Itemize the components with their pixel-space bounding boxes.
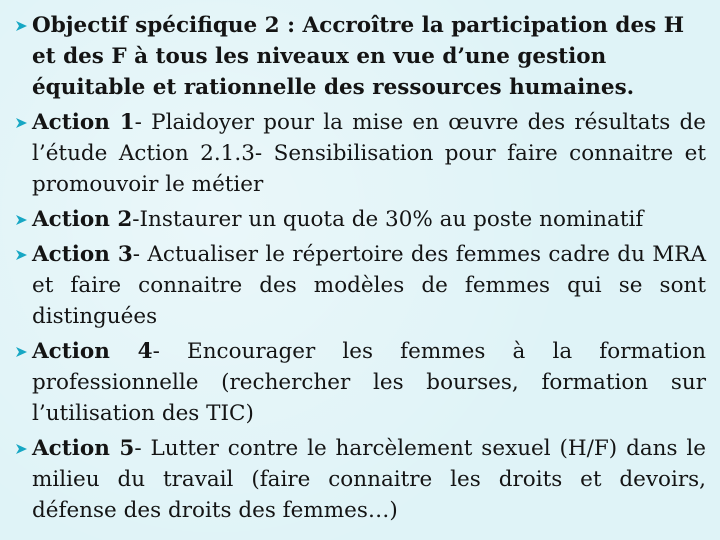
action-heading: Action 3 — [32, 242, 133, 267]
action-text: -Instaurer un quota de 30% au poste nominatif — [132, 207, 644, 232]
action-heading: Action 5 — [32, 436, 135, 461]
action-item-5 — [16, 433, 706, 526]
bullet-icon — [16, 443, 29, 455]
bullet-icon — [16, 346, 29, 358]
bullet-icon — [16, 20, 29, 32]
action-heading: Action 1 — [32, 110, 135, 135]
action-heading: Action 4 — [32, 339, 153, 364]
objective-text: Objectif spécifique 2 : Accroître la participation des H et des F à tous les niveaux en vue d’une gestion équitable et rationnelle des ressources humaines. — [32, 13, 685, 100]
bullet-icon — [16, 249, 29, 261]
objective-item — [16, 10, 706, 103]
bullet-icon — [16, 214, 29, 226]
action-heading: Action 2 — [32, 207, 133, 232]
action-text: - Actualiser le répertoire des femmes cadre du MRA et faire connaitre des modèles de femmes qui se sont distinguées — [32, 242, 706, 329]
action-item-3 — [16, 239, 706, 332]
bullet-icon — [16, 117, 29, 129]
action-item-1 — [16, 107, 706, 200]
action-item-2 — [16, 204, 706, 235]
action-text: - Plaidoyer pour la mise en œuvre des résultats de l’étude Action 2.1.3- Sensibilisation pour faire connaitre et promouvoir le métier — [32, 110, 706, 197]
action-item-4 — [16, 336, 706, 429]
action-text: - Encourager les femmes à la formation professionnelle (rechercher les bourses, formation sur l’utilisation des TIC) — [32, 339, 706, 426]
action-text: - Lutter contre le harcèlement sexuel (H/F) dans le milieu du travail (faire connaitre les droits et devoirs, défense des droits des femmes…) — [32, 436, 706, 523]
